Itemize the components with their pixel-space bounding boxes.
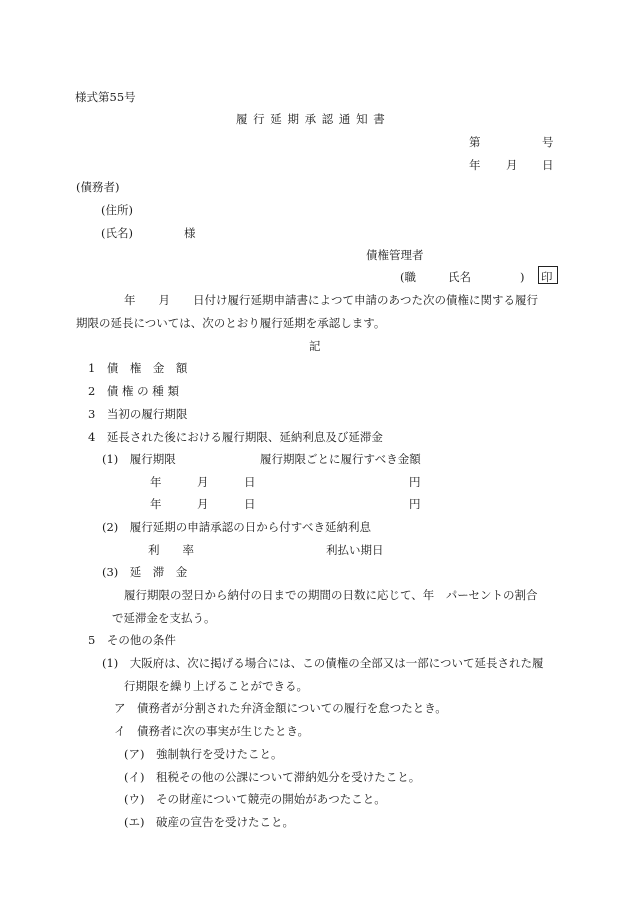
ki-heading: 記 <box>309 339 321 353</box>
issuer-close-paren: ) <box>520 270 525 284</box>
item-4-3: (3) 延 滞 金 <box>102 565 188 579</box>
condition-b-1: (ア) 強制執行を受けたこと。 <box>124 747 283 761</box>
body-line-1: 年 月 日付け履行延期申請書によつて申請のあつた次の債権に関する履行 <box>124 293 538 307</box>
item-4-1-amount: 履行期限ごとに履行すべき金額 <box>260 452 421 466</box>
form-number: 様式第55号 <box>75 90 136 104</box>
issuer-title: 債権管理者 <box>366 248 424 262</box>
row2-day: 日 <box>244 497 256 511</box>
condition-b-3: (ウ) その財産について競売の開始があつたこと。 <box>124 792 386 806</box>
item-4-3-line-2: で延滞金を支払う。 <box>112 611 216 625</box>
row1-year: 年 <box>150 475 162 489</box>
issuer-name-label: 氏名 <box>448 270 471 284</box>
debtor-label: (債務者) <box>76 180 120 194</box>
row1-month: 月 <box>197 475 209 489</box>
item-5-1-line-2: 行期限を繰り上げることができる。 <box>124 679 308 693</box>
condition-b-4: (エ) 破産の宣告を受けたこと。 <box>124 815 294 829</box>
debtor-honorific: 様 <box>184 226 196 240</box>
item-4: 4 延長された後における履行期限、延納利息及び延滞金 <box>88 430 383 444</box>
condition-b-2: (イ) 租税その他の公課について滞納処分を受けたこと。 <box>124 770 421 784</box>
issuer-position: (職 <box>400 270 416 284</box>
issuer-seal-char: 印 <box>541 270 553 284</box>
date-year: 年 <box>469 158 481 172</box>
item-2: 2 債 権 の 種 類 <box>88 384 179 398</box>
body-line-2: 期限の延長については、次のとおり履行延期を承認します。 <box>76 316 386 330</box>
item-3: 3 当初の履行期限 <box>88 407 188 421</box>
row1-yen: 円 <box>409 475 421 489</box>
item-4-1: (1) 履行期限 <box>102 452 176 466</box>
item-5-1-line-1: (1) 大阪府は、次に掲げる場合には、この債権の全部又は一部について延長された履 <box>102 656 544 670</box>
row2-year: 年 <box>150 497 162 511</box>
condition-a: ア 債務者が分割された弁済金額についての履行を怠つたとき。 <box>114 701 447 715</box>
seal-box <box>538 266 558 284</box>
item-4-2-rate: 利 率 <box>148 543 194 557</box>
row1-day: 日 <box>244 475 256 489</box>
item-1: 1 債 権 金 額 <box>88 361 188 375</box>
date-day: 日 <box>542 158 554 172</box>
item-4-2-payday: 利払い期日 <box>326 543 384 557</box>
debtor-name-label: (氏名) <box>101 226 133 240</box>
condition-b: イ 債務者に次の事実が生じたとき。 <box>114 724 310 738</box>
row2-month: 月 <box>197 497 209 511</box>
debtor-address-label: (住所) <box>101 203 133 217</box>
row2-yen: 円 <box>409 497 421 511</box>
item-4-2: (2) 履行延期の申請承認の日から付すべき延納利息 <box>102 520 372 534</box>
item-4-3-line-1: 履行期限の翌日から納付の日までの期間の日数に応じて、年 パーセントの割合 <box>124 588 538 602</box>
date-month: 月 <box>506 158 518 172</box>
doc-number-suffix: 号 <box>542 135 554 149</box>
document-title: 履 行 延 期 承 認 通 知 書 <box>236 112 386 126</box>
doc-number-prefix: 第 <box>469 135 481 149</box>
item-5: 5 その他の条件 <box>88 633 176 647</box>
